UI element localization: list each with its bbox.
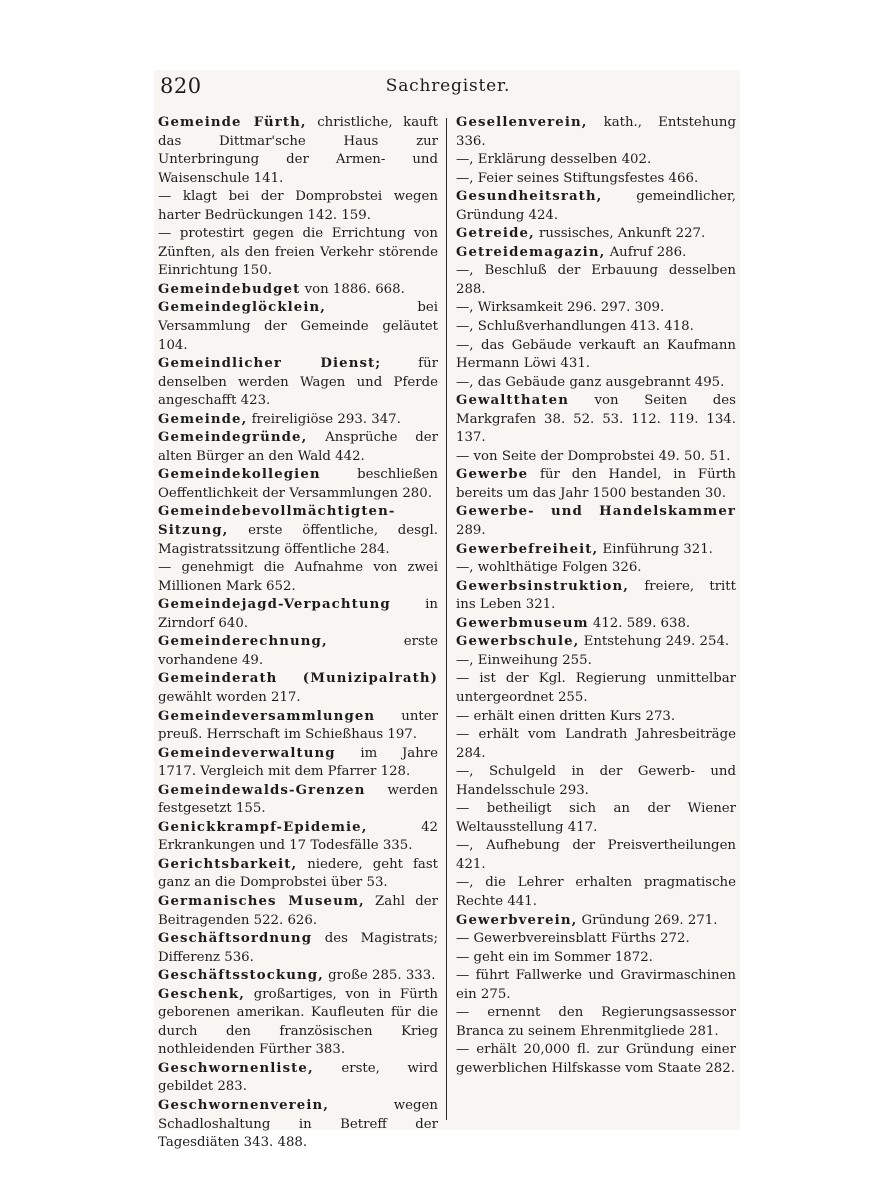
index-entry bbox=[158, 188, 438, 225]
index-entry-text: —, wohlthätige Folgen 326. bbox=[456, 560, 642, 576]
index-entry-text: im Jahre 1717. Vergleich mit dem Pfarrer 128. bbox=[158, 745, 438, 780]
index-entry bbox=[158, 930, 438, 967]
index-entry bbox=[456, 800, 736, 837]
index-entry bbox=[456, 337, 736, 374]
index-entry-text: freiere, tritt ins Leben 321. bbox=[456, 578, 736, 613]
index-entry bbox=[456, 318, 736, 337]
right-index-column bbox=[456, 114, 736, 1078]
index-entry-text: Aufruf 286. bbox=[605, 244, 687, 260]
index-entry bbox=[456, 670, 736, 707]
index-entry-text: — betheiligt sich an der Wiener Weltausstellung 417. bbox=[456, 801, 736, 835]
left-index-column bbox=[158, 114, 438, 1153]
index-entry bbox=[158, 745, 438, 782]
index-entry bbox=[158, 633, 438, 670]
index-entry bbox=[456, 874, 736, 911]
index-entry bbox=[456, 262, 736, 299]
index-entry bbox=[456, 559, 736, 578]
index-entry-text: freireligiöse 293. 347. bbox=[247, 411, 401, 427]
index-entry bbox=[456, 615, 736, 634]
index-entry-text: —, die Lehrer erhalten pragmatische Rechte 441. bbox=[456, 875, 736, 909]
index-entry-text: für den Handel, in Fürth bereits um das Jahr 1500 bestanden 30. bbox=[456, 467, 736, 501]
index-entry-text: erste öffentliche, desgl. Magistratssitzung öffentliche 284. bbox=[158, 523, 438, 557]
index-entry bbox=[456, 652, 736, 671]
index-entry-text: 412. 589. 638. bbox=[588, 615, 691, 631]
index-entry-text: Ansprüche der alten Bürger an den Wald 442. bbox=[158, 430, 438, 464]
index-entry bbox=[456, 633, 736, 652]
index-entry bbox=[158, 782, 438, 819]
index-entry bbox=[158, 893, 438, 930]
index-keyword: Gemeindebevollmächtigten-Sitzung, bbox=[158, 504, 396, 539]
index-entry bbox=[158, 986, 438, 1060]
index-entry bbox=[158, 466, 438, 503]
index-entry bbox=[456, 114, 736, 151]
index-entry-text: —, Wirksamkeit 296. 297. 309. bbox=[456, 300, 665, 316]
index-entry-text: des Magistrats; Differenz 536. bbox=[158, 931, 438, 965]
index-entry-text: erste vorhandene 49. bbox=[158, 634, 438, 668]
index-entry-text: — ernennt den Regierungsassessor Branca zu seinem Ehrenmitgliede 281. bbox=[456, 1005, 736, 1039]
index-entry bbox=[456, 930, 736, 949]
index-entry bbox=[158, 1060, 438, 1097]
index-keyword: Gemeindekollegien bbox=[158, 467, 321, 483]
index-entry bbox=[456, 392, 736, 448]
index-keyword: Gesellenverein, bbox=[456, 115, 588, 130]
index-entry-text: große 285. 333. bbox=[323, 968, 436, 984]
index-entry bbox=[456, 244, 736, 263]
index-keyword: Gemeinde, bbox=[158, 411, 248, 427]
index-keyword: Getreide, bbox=[456, 226, 535, 242]
index-keyword: Geschäftsordnung bbox=[158, 931, 313, 947]
index-entry bbox=[456, 912, 736, 931]
index-entry bbox=[456, 188, 736, 225]
index-entry bbox=[158, 670, 438, 707]
index-entry bbox=[158, 299, 438, 355]
index-keyword: Gemeindebudget bbox=[158, 281, 301, 297]
index-entry bbox=[456, 170, 736, 189]
index-entry-text: — erhält vom Landrath Jahresbeiträge 284. bbox=[456, 727, 736, 761]
index-entry-text: —, Schlußverhandlungen 413. 418. bbox=[456, 319, 694, 335]
index-entry-text: Entstehung 249. 254. bbox=[579, 634, 730, 650]
index-entry-text: — klagt bei der Domprobstei wegen harter Bedrückungen 142. 159. bbox=[158, 189, 438, 223]
index-keyword: Germanisches Museum, bbox=[158, 893, 365, 909]
index-entry-text: —, Erklärung desselben 402. bbox=[456, 152, 652, 168]
index-entry bbox=[158, 114, 438, 188]
index-entry-text: christliche, kauft das Dittmar'sche Haus zur Unterbringung der Armen- und Waisenschule 141. bbox=[158, 115, 438, 186]
index-entry bbox=[456, 1041, 736, 1078]
index-keyword: Gemeinde Fürth, bbox=[158, 115, 307, 130]
index-keyword: Geschäftsstockung, bbox=[158, 968, 324, 984]
index-entry bbox=[158, 856, 438, 893]
index-entry bbox=[456, 374, 736, 393]
index-entry bbox=[158, 225, 438, 281]
index-keyword: Gewerbefreiheit, bbox=[456, 541, 599, 557]
index-entry bbox=[158, 708, 438, 745]
index-entry-text: — ist der Kgl. Regierung unmittelbar untergeordnet 255. bbox=[456, 671, 736, 705]
index-entry bbox=[158, 596, 438, 633]
index-keyword: Gemeindewalds-Grenzen bbox=[158, 782, 366, 798]
index-keyword: Gewaltthaten bbox=[456, 393, 569, 409]
index-keyword: Geschwornenverein, bbox=[158, 1097, 329, 1113]
index-keyword: Gewerbschule, bbox=[456, 634, 580, 650]
index-entry-text: —, Feier seines Stiftungsfestes 466. bbox=[456, 170, 699, 186]
index-entry-text: von 1886. 668. bbox=[300, 281, 405, 297]
index-entry bbox=[158, 1097, 438, 1153]
index-entry-text: in Zirndorf 640. bbox=[158, 597, 438, 631]
index-keyword: Gesundheitsrath, bbox=[456, 189, 603, 205]
index-entry bbox=[456, 708, 736, 727]
index-entry bbox=[158, 429, 438, 466]
index-entry-text: — geht ein im Sommer 1872. bbox=[456, 949, 653, 965]
index-keyword: Gerichtsbarkeit, bbox=[158, 856, 298, 872]
page-number: 820 bbox=[160, 74, 202, 98]
index-entry-text: werden festgesetzt 155. bbox=[158, 782, 438, 817]
index-entry bbox=[158, 281, 438, 300]
index-keyword: Gemeindlicher Dienst; bbox=[158, 356, 382, 372]
index-entry-text: —, Aufhebung der Preisvertheilungen 421. bbox=[456, 838, 736, 872]
index-entry-text: — führt Fallwerke und Gravirmaschinen ein 275. bbox=[456, 968, 736, 1002]
index-keyword: Geschwornenliste, bbox=[158, 1060, 314, 1076]
index-entry-text: gemeindlicher, Gründung 424. bbox=[456, 189, 736, 223]
index-entry bbox=[158, 819, 438, 856]
index-keyword: Gemeindejagd-Verpachtung bbox=[158, 597, 391, 613]
index-keyword: Gemeindeversammlungen bbox=[158, 708, 376, 724]
index-entry-text: großartiges, von in Fürth geborenen amerikan. Kaufleuten für die durch den französischen Krieg nothleidenden Fürther 383. bbox=[158, 986, 438, 1058]
index-entry-text: gewählt worden 217. bbox=[158, 689, 301, 705]
index-entry bbox=[158, 503, 438, 559]
index-entry bbox=[456, 837, 736, 874]
index-keyword: Gewerbverein, bbox=[456, 912, 578, 928]
index-entry-text: unter preuß. Herrschaft im Schießhaus 197. bbox=[158, 708, 438, 743]
index-entry-text: —, Schulgeld in der Gewerb- und Handelsschule 293. bbox=[456, 764, 736, 798]
index-entry-text: erste, wird gebildet 283. bbox=[158, 1060, 438, 1095]
index-entry bbox=[456, 225, 736, 244]
index-entry-text: bei Versammlung der Gemeinde geläutet 104. bbox=[158, 300, 438, 353]
index-keyword: Gemeindeverwaltung bbox=[158, 745, 336, 761]
column-divider bbox=[446, 118, 447, 1120]
index-keyword: Genickkrampf-Epidemie, bbox=[158, 819, 368, 835]
index-keyword: Gemeinderath (Munizipalrath) bbox=[158, 671, 438, 687]
index-entry-text: russisches, Ankunft 227. bbox=[534, 226, 706, 242]
running-title: Sachregister. bbox=[385, 76, 511, 96]
index-entry-text: Zahl der Beitragenden 522. 626. bbox=[158, 893, 438, 928]
index-entry bbox=[456, 726, 736, 763]
index-entry-text: —, Einweihung 255. bbox=[456, 652, 592, 668]
index-keyword: Geschenk, bbox=[158, 986, 245, 1002]
index-entry bbox=[456, 466, 736, 503]
index-keyword: Gemeinderechnung, bbox=[158, 634, 328, 650]
index-entry-text: —, das Gebäude ganz ausgebrannt 495. bbox=[456, 374, 725, 390]
index-entry bbox=[456, 151, 736, 170]
index-entry bbox=[456, 448, 736, 467]
index-keyword: Gewerbe- und Handelskammer bbox=[456, 504, 736, 520]
index-keyword: Gewerbsinstruktion, bbox=[456, 578, 630, 594]
index-entry-text: niedere, geht fast ganz an die Domprobstei über 53. bbox=[158, 856, 438, 891]
index-entry bbox=[456, 541, 736, 560]
index-entry-text: von Seiten des Markgrafen 38. 52. 53. 112. 119. 134. 137. bbox=[456, 393, 736, 446]
index-keyword: Gemeindeglöcklein, bbox=[158, 300, 327, 316]
index-entry bbox=[158, 355, 438, 411]
index-entry-text: —, Beschluß der Erbauung desselben 288. bbox=[456, 263, 736, 297]
index-entry-text: für denselben werden Wagen und Pferde angeschafft 423. bbox=[158, 356, 438, 409]
index-entry-text: beschließen Oeffentlichkeit der Versammlungen 280. bbox=[158, 467, 438, 501]
index-entry bbox=[158, 411, 438, 430]
index-entry-text: — protestirt gegen die Errichtung von Zünften, als den freien Verkehr störende Einrichtung 150. bbox=[158, 226, 438, 279]
index-keyword: Getreidemagazin, bbox=[456, 244, 606, 260]
index-page bbox=[154, 70, 740, 1151]
index-entry-text: kath., Entstehung 336. bbox=[456, 115, 736, 149]
index-entry bbox=[456, 503, 736, 540]
index-entry-text: — Gewerbvereinsblatt Fürths 272. bbox=[456, 931, 690, 947]
index-keyword: Gewerbmuseum bbox=[456, 615, 589, 631]
index-entry-text: — erhält einen dritten Kurs 273. bbox=[456, 708, 676, 724]
index-entry-text: 42 Erkrankungen und 17 Todesfälle 335. bbox=[158, 819, 438, 854]
index-entry bbox=[456, 763, 736, 800]
index-entry bbox=[456, 967, 736, 1004]
index-entry-text: — erhält 20,000 fl. zur Gründung einer gewerblichen Hilfskasse vom Staate 282. bbox=[456, 1042, 736, 1076]
index-entry bbox=[456, 299, 736, 318]
index-keyword: Gewerbe bbox=[456, 467, 529, 483]
index-entry-text: Gründung 269. 271. bbox=[577, 912, 718, 928]
index-entry bbox=[456, 1004, 736, 1041]
index-entry bbox=[158, 967, 438, 986]
index-entry bbox=[456, 578, 736, 615]
index-entry-text: wegen Schadloshaltung in Betreff der Tagesdiäten 343. 488. bbox=[158, 1097, 438, 1151]
index-entry bbox=[456, 949, 736, 968]
index-keyword: Gemeindegründe, bbox=[158, 430, 308, 446]
index-entry-text: Einführung 321. bbox=[598, 541, 713, 557]
index-entry bbox=[158, 559, 438, 596]
index-entry-text: — von Seite der Domprobstei 49. 50. 51. bbox=[456, 448, 731, 464]
index-entry-text: 289. bbox=[456, 523, 486, 539]
page-header bbox=[156, 74, 740, 106]
index-entry-text: —, das Gebäude verkauft an Kaufmann Hermann Löwi 431. bbox=[456, 337, 736, 372]
index-entry-text: — genehmigt die Aufnahme von zwei Millionen Mark 652. bbox=[158, 560, 438, 594]
